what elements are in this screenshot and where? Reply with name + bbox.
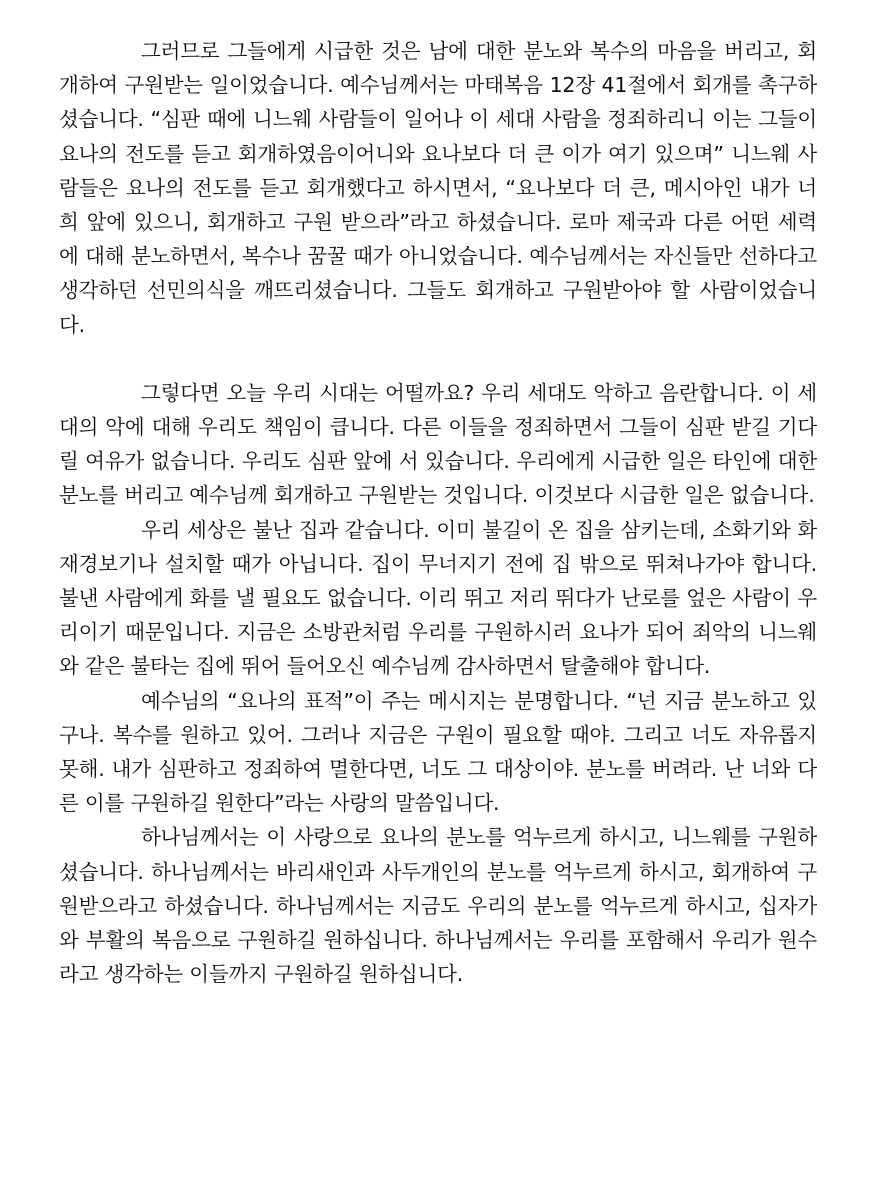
paragraph-gap (59, 342, 817, 376)
paragraph-sign-of-jonah: 예수님의 “요나의 표적”이 주는 메시지는 분명합니다. “넌 지금 분노하고 있구나. 복수를 원하고 있어. 그러나 지금은 구원이 필요할 때야. 그리고 너도 자유롭지 못해. 내가 심판하고 정죄하여 멸한다면, 너도 그 대상이야. 분노를 버려라. 난 너와 다른 이를 구원하길 원한다”라는 사랑의 말씀입니다. (59, 688, 817, 816)
document-page (59, 34, 817, 991)
paragraph-burning-house: 우리 세상은 불난 집과 같습니다. 이미 불길이 온 집을 삼키는데, 소화기와 화재경보기나 설치할 때가 아닙니다. 집이 무너지기 전에 집 밖으로 뛰쳐나가야 합니다. 불낸 사람에게 화를 낼 필요도 없습니다. 이리 뛰고 저리 뛰다가 난로를 엎은 사람이 우리이기 때문입니다. 지금은 소방관처럼 우리를 구원하시러 요나가 되어 죄악의 니느웨와 같은 불타는 집에 뛰어 들어오신 예수님께 감사하면서 탈출해야 합니다. (59, 517, 817, 679)
paragraph-repentance-call: 그러므로 그들에게 시급한 것은 남에 대한 분노와 복수의 마음을 버리고, 회개하여 구원받는 일이었습니다. 예수님께서는 마태복음 12장 41절에서 회개를 촉구하셨습니다. “심판 때에 니느웨 사람들이 일어나 이 세대 사람을 정죄하리니 이는 그들이 요나의 전도를 듣고 회개하였음이어니와 요나보다 더 큰 이가 여기 있으며” 니느웨 사람들은 요나의 전도를 듣고 회개했다고 하시면서, “요나보다 더 큰, 메시아인 내가 너희 앞에 있으니, 회개하고 구원 받으라”라고 하셨습니다. 로마 제국과 다른 어떤 세력에 대해 분노하면서, 복수나 꿈꿀 때가 아니었습니다. 예수님께서는 자신들만 선하다고 생각하던 선민의식을 깨뜨리셨습니다. 그들도 회개하고 구원받아야 할 사람이었습니다. (59, 39, 817, 337)
paragraph-gods-will: 하나님께서는 이 사랑으로 요나의 분노를 억누르게 하시고, 니느웨를 구원하셨습니다. 하나님께서는 바리새인과 사두개인의 분노를 억누르게 하시고, 회개하여 구원받으라고 하셨습니다. 하나님께서는 지금도 우리의 분노를 억누르게 하시고, 십자가와 부활의 복음으로 구원하길 원하십니다. 하나님께서는 우리를 포함해서 우리가 원수라고 생각하는 이들까지 구원하길 원하십니다. (59, 825, 817, 987)
paragraph-our-generation: 그렇다면 오늘 우리 시대는 어떨까요? 우리 세대도 악하고 음란합니다. 이 세대의 악에 대해 우리도 책임이 큽니다. 다른 이들을 정죄하면서 그들이 심판 받길 기다릴 여유가 없습니다. 우리도 심판 앞에 서 있습니다. 우리에게 시급한 일은 타인에 대한 분노를 버리고 예수님께 회개하고 구원받는 것입니다. 이것보다 시급한 일은 없습니다. (59, 380, 817, 508)
